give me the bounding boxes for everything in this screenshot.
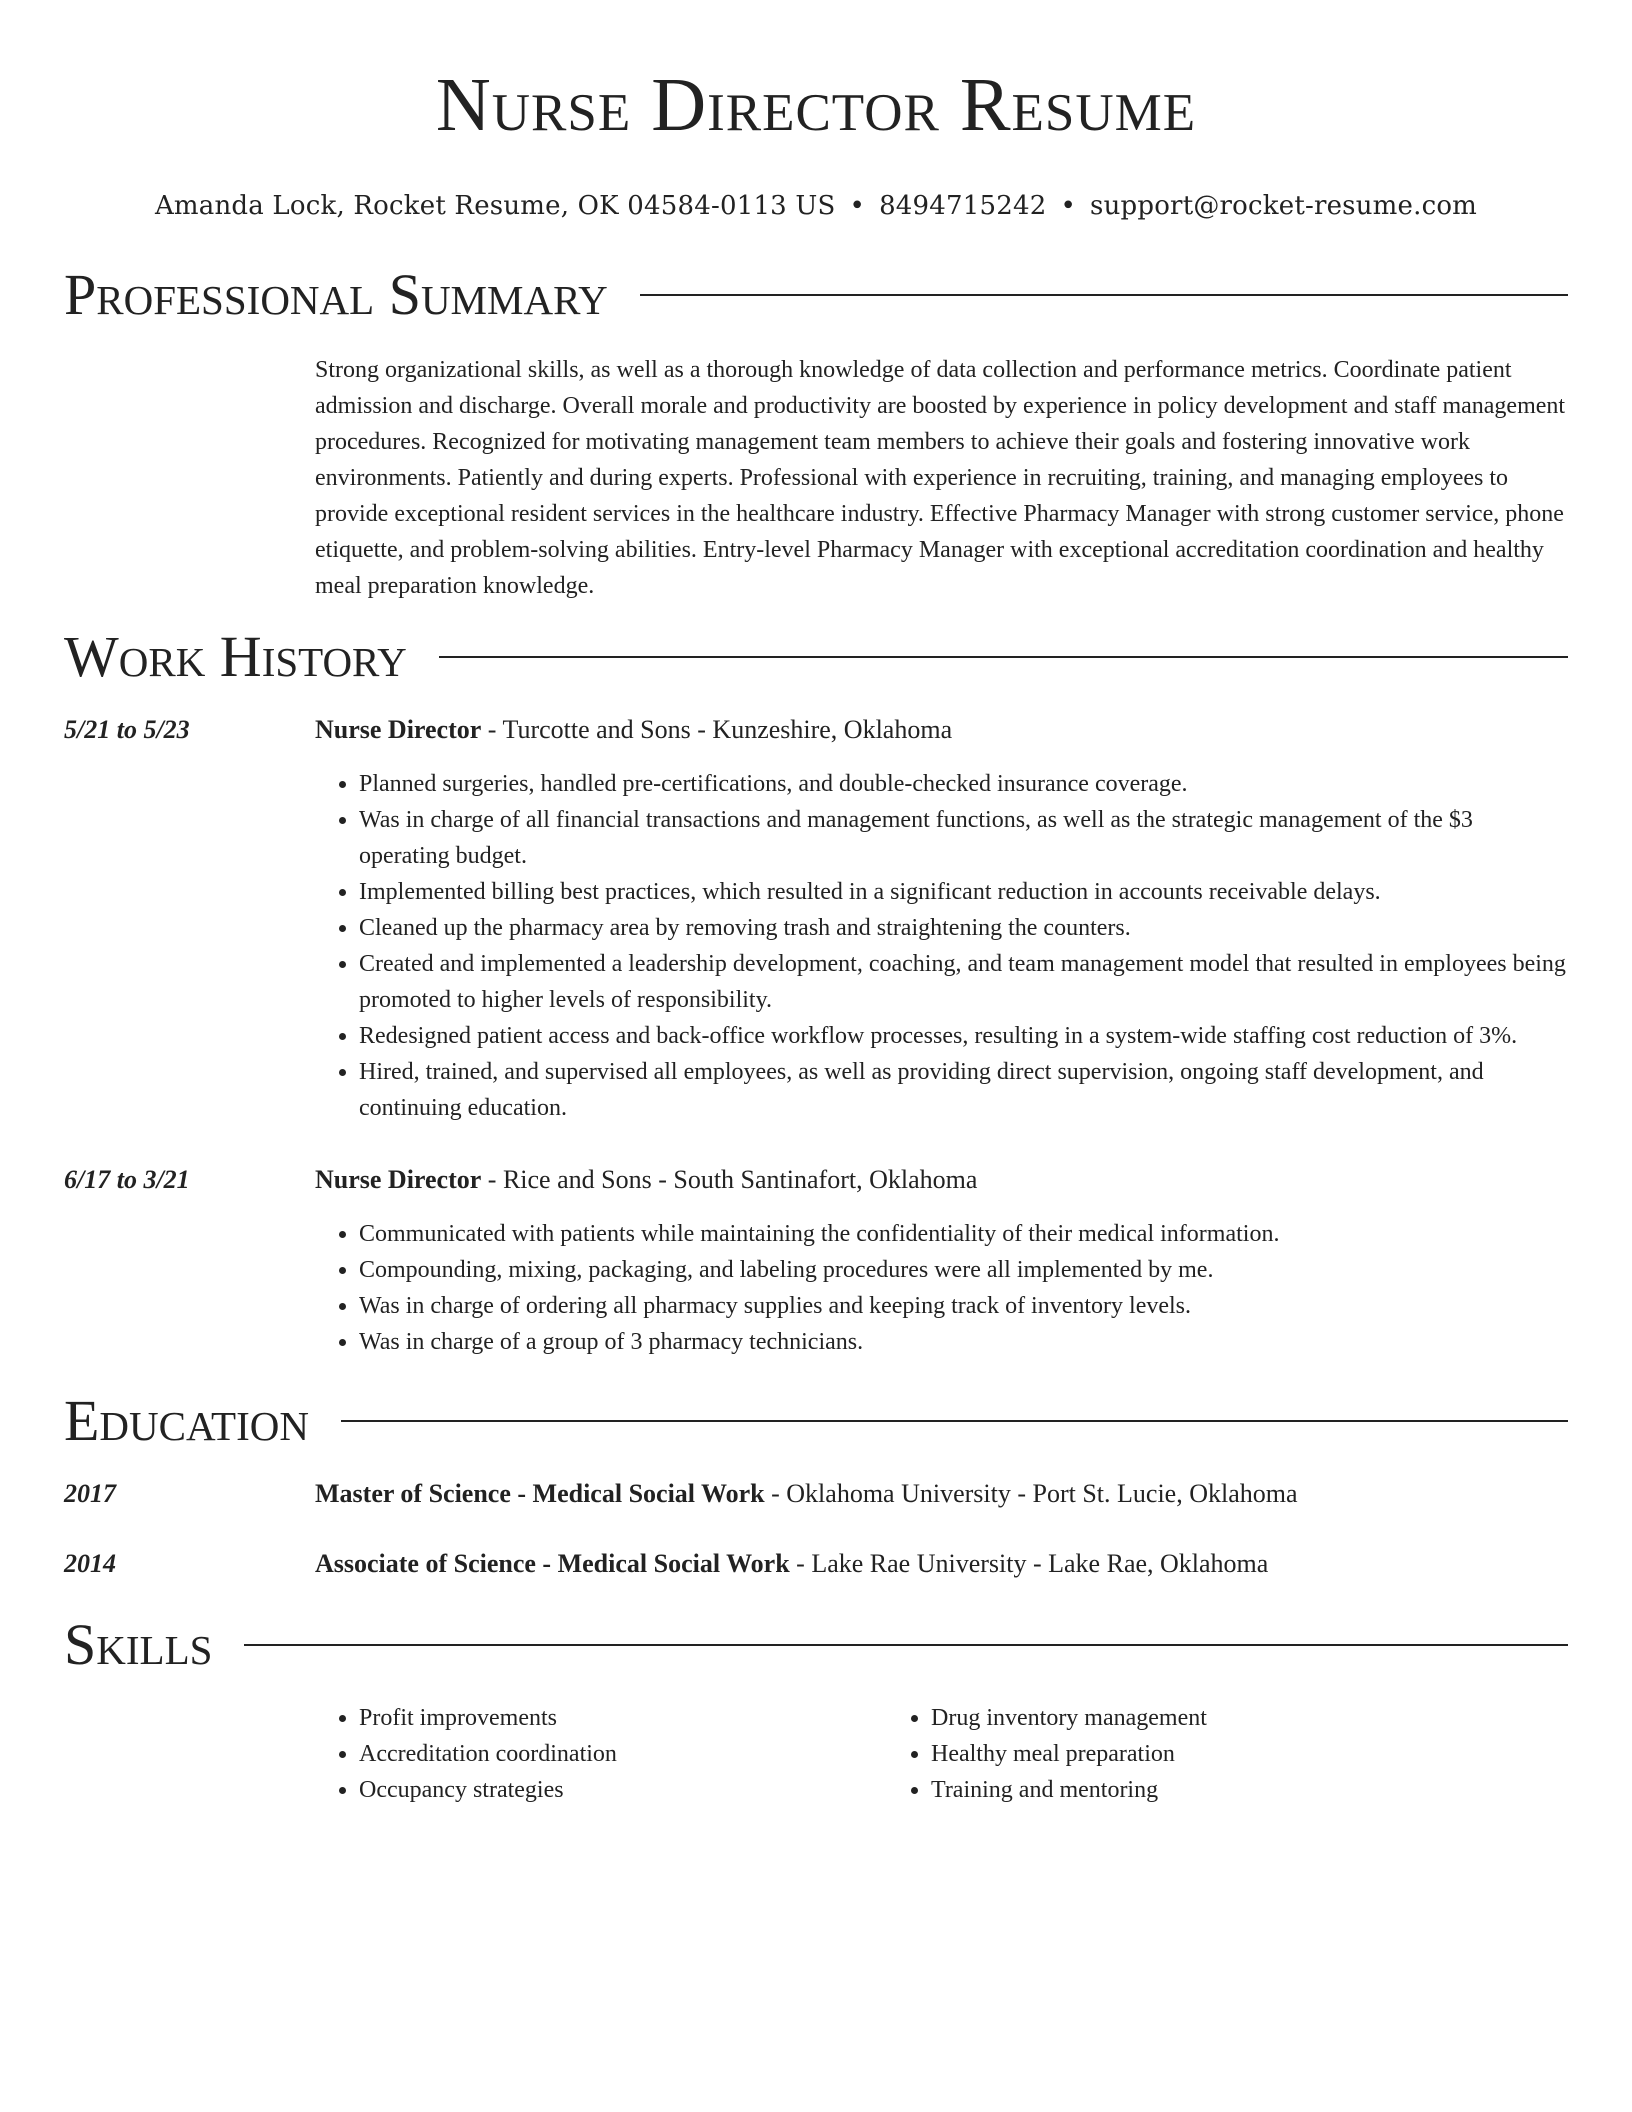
contact-line <box>64 190 1568 222</box>
skill-item: • Healthy meal preparation <box>931 1736 1459 1772</box>
skills-list <box>315 1700 1568 1808</box>
education-entry <box>64 1476 1568 1512</box>
job-bullet: • Created and implemented a leadership development, coaching, and team management model that resulted in employees being promoted to higher levels of responsibility. <box>359 946 1568 1018</box>
section-divider <box>640 294 1568 296</box>
skill-item: • Training and mentoring <box>931 1772 1459 1808</box>
section-divider <box>341 1420 1568 1422</box>
education-details: - Lake Rae University - Lake Rae, Oklahoma <box>789 1549 1269 1578</box>
job-details: - Rice and Sons - South Santinafort, Oklahoma <box>481 1165 978 1194</box>
job-bullet: • Planned surgeries, handled pre-certifications, and double-checked insurance coverage. <box>359 766 1568 802</box>
contact-separator: • <box>1060 191 1077 221</box>
education-heading: Education <box>64 1388 309 1453</box>
education-entry <box>64 1546 1568 1582</box>
contact-email: support@rocket-resume.com <box>1090 191 1478 221</box>
resume-title: Nurse Director Resume <box>435 63 1197 147</box>
job-heading <box>315 712 1568 748</box>
job-bullet: • Redesigned patient access and back-office workflow processes, resulting in a system-wide staffing cost reduction of 3%. <box>359 1018 1568 1054</box>
skill-item: • Occupancy strategies <box>359 1772 887 1808</box>
job-bullet: • Was in charge of a group of 3 pharmacy technicians. <box>359 1324 1568 1360</box>
summary-text: Strong organizational skills, as well as a thorough knowledge of data collection and performance metrics. Coordinate patient admission and discharge. Overall morale and productivity are boosted by experience in policy development and staff management procedures. Recognized for motivating management team members to achieve their goals and fostering innovative work environments. Patiently and during experts. Professional with experience in recruiting, training, and managing employees to provide exceptional resident services in the healthcare industry. Effective Pharmacy Manager with strong customer service, phone etiquette, and problem-solving abilities. Entry-level Pharmacy Manager with exceptional accreditation coordination and healthy meal preparation knowledge. <box>315 357 1566 599</box>
job-title: Nurse Director <box>315 1165 482 1194</box>
job-bullets <box>315 766 1568 1126</box>
skill-item: • Profit improvements <box>359 1700 887 1736</box>
job-bullet: • Implemented billing best practices, which resulted in a significant reduction in accounts receivable delays. <box>359 874 1568 910</box>
skills-section-header <box>64 1612 1568 1678</box>
job-details: - Turcotte and Sons - Kunzeshire, Oklahoma <box>481 715 953 744</box>
job-bullets <box>315 1216 1568 1360</box>
job-heading <box>315 1162 1568 1198</box>
skills-column-right <box>887 1700 1459 1808</box>
education-main <box>315 1546 1568 1582</box>
section-divider <box>244 1644 1568 1646</box>
skill-item: • Drug inventory management <box>931 1700 1459 1736</box>
job-entry <box>64 1162 1568 1360</box>
job-bullet: • Cleaned up the pharmacy area by removing trash and straightening the counters. <box>359 910 1568 946</box>
education-details: - Oklahoma University - Port St. Lucie, Oklahoma <box>764 1479 1298 1508</box>
job-main <box>315 1162 1568 1360</box>
job-bullet: • Was in charge of ordering all pharmacy supplies and keeping track of inventory levels. <box>359 1288 1568 1324</box>
job-dates: 5/21 to 5/23 <box>64 715 190 744</box>
work-section-header <box>64 624 1568 690</box>
section-divider <box>439 656 1568 658</box>
contact-location: Amanda Lock, Rocket Resume, OK 04584-0113 US <box>154 191 836 221</box>
job-entry <box>64 712 1568 1126</box>
education-degree: Master of Science - Medical Social Work <box>315 1479 765 1508</box>
job-bullet: • Hired, trained, and supervised all employees, as well as providing direct supervision, ongoing staff development, and continuing education. <box>359 1054 1568 1126</box>
summary-heading: Professional Summary <box>64 262 608 327</box>
contact-separator: • <box>849 191 866 221</box>
education-section-header <box>64 1388 1568 1454</box>
education-main <box>315 1476 1568 1512</box>
education-heading-line <box>315 1546 1568 1582</box>
job-bullet: • Was in charge of all financial transactions and management functions, as well as the strategic management of the $3 operating budget. <box>359 802 1568 874</box>
work-heading: Work History <box>64 624 407 689</box>
education-year: 2014 <box>64 1549 116 1578</box>
job-main <box>315 712 1568 1126</box>
job-bullet: • Communicated with patients while maintaining the confidentiality of their medical information. <box>359 1216 1568 1252</box>
education-heading-line <box>315 1476 1568 1512</box>
job-dates: 6/17 to 3/21 <box>64 1165 190 1194</box>
education-degree: Associate of Science - Medical Social Work <box>315 1549 790 1578</box>
skills-heading: Skills <box>64 1612 213 1677</box>
education-year: 2017 <box>64 1479 116 1508</box>
job-title: Nurse Director <box>315 715 482 744</box>
job-bullet: • Compounding, mixing, packaging, and labeling procedures were all implemented by me. <box>359 1252 1568 1288</box>
contact-phone: 8494715242 <box>879 191 1047 221</box>
skill-item: • Accreditation coordination <box>359 1736 887 1772</box>
summary-section-header <box>64 262 1568 328</box>
skills-column-left <box>315 1700 887 1808</box>
